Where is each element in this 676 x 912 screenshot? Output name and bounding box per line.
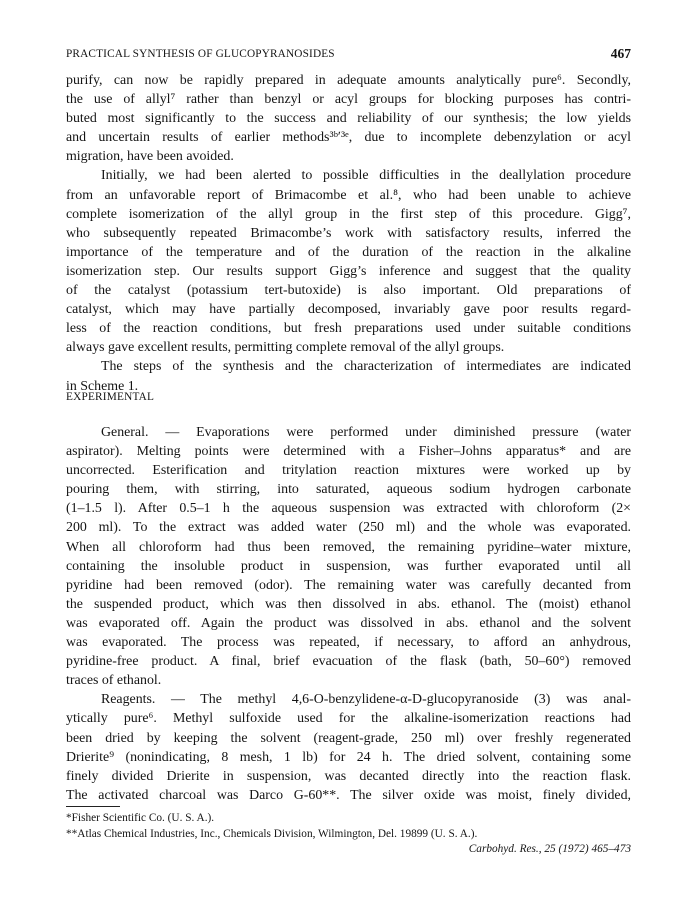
text-line: ytically pure⁶. Methyl sulfoxide used for the alkaline-isomerization reactions had <box>66 711 631 727</box>
text-line: in Scheme 1. <box>66 378 139 394</box>
text-line: traces of ethanol. <box>66 673 162 689</box>
text-line: purify, can now be rapidly prepared in adequate amounts analytically pure⁶. Secondly, <box>66 73 631 88</box>
running-head <box>66 46 631 64</box>
text-line: When all chloroform had thus been removed, the remaining pyridine–water mixture, <box>66 539 631 555</box>
text-line: the use of allyl⁷ rather than benzyl or acyl groups for blocking purposes has contri- <box>66 92 631 108</box>
text-line: was evaporated off. Again the product was dissolved in abs. ethanol and the solvent <box>66 615 631 631</box>
text-line: the suspended product, which was then dissolved in abs. ethanol. The (moist) ethanol <box>66 596 631 612</box>
text-line: buted most significantly to the success and reliability of our synthesis; the low yields <box>66 111 631 127</box>
experimental-body <box>66 423 631 805</box>
text-line: catalyst, which may have partially decomposed, invariably gave poor results regard- <box>66 302 631 318</box>
text-line: 200 ml). To the extract was added water (250 ml) and the whole was evaporated. <box>66 520 631 536</box>
text-line: pyridine-free product. A final, brief evacuation of the flask (bath, 50–60°) removed <box>66 654 631 670</box>
text-line: aspirator). Melting points were determined with a Fisher–Johns apparatus* and are <box>66 444 631 460</box>
text-line: of the catalyst (potassium tert-butoxide) is also important. Old preparations of <box>66 283 631 299</box>
text-line: uncorrected. Esterification and tritylation reaction mixtures were worked up by <box>66 463 631 479</box>
text-line: Reagents. — The methyl 4,6-O-benzylidene-α-D-glucopyranoside (3) was anal- <box>101 692 631 708</box>
page-number: 467 <box>610 46 631 61</box>
text-line: and uncertain results of earlier methods³ᵇʹ³ᵉ, due to incomplete debenzylation or acyl <box>66 130 631 146</box>
text-line: The steps of the synthesis and the characterization of intermediates are indicated <box>101 359 631 375</box>
text-line: General. — Evaporations were performed under diminished pressure (water <box>101 425 631 440</box>
text-line: isomerization step. Our results support Gigg’s inference and suggest that the quality <box>66 263 631 279</box>
text-line: (1–1.5 l). After 0.5–1 h the aqueous suspension was extracted with chloroform (2× <box>66 501 631 517</box>
text-line: who subsequently repeated Brimacombe’s work with satisfactory results, inferred the <box>66 225 631 241</box>
text-line: pouring them, with stirring, into saturated, aqueous sodium hydrogen carbonate <box>66 482 631 498</box>
text-line: complete isomerization of the allyl group in the first step of this procedure. Gigg⁷, <box>66 206 631 222</box>
running-head-title: PRACTICAL SYNTHESIS OF GLUCOPYRANOSIDES <box>66 48 335 60</box>
text-line: less of the reaction conditions, but fresh preparations used under suitable conditions <box>66 321 631 337</box>
text-line: always gave excellent results, permitting complete removal of the allyl groups. <box>66 340 505 356</box>
text-line: from an unfavorable report of Brimacombe et al.⁸, who had been unable to achieve <box>66 187 631 203</box>
footnote: *Fisher Scientific Co. (U. S. A.). <box>66 812 215 824</box>
text-line: been dried by keeping the solvent (reagent-grade, 250 ml) over freshly regenerated <box>66 730 631 746</box>
footnote-rule <box>66 806 120 807</box>
footnote: **Atlas Chemical Industries, Inc., Chemicals Division, Wilmington, Del. 19899 (U. S. A.). <box>66 828 478 840</box>
text-line: pyridine had been removed (odor). The remaining water was carefully decanted from <box>66 577 631 593</box>
text-line: importance of the temperature and of the duration of the reaction in the alkaline <box>66 244 631 260</box>
footnotes <box>66 810 631 842</box>
text-line: Initially, we had been alerted to possible difficulties in the deallylation procedure <box>101 168 631 184</box>
section-heading: EXPERIMENTAL <box>66 391 155 403</box>
text-line: The activated charcoal was Darco G-60**. The silver oxide was moist, finely divided, <box>66 787 631 803</box>
text-line: was evaporated. The process was repeated, if necessary, to afford an anhydrous, <box>66 635 631 651</box>
text-line: Drierite⁹ (nonindicating, 8 mesh, 1 lb) for 24 h. The dried solvent, containing some <box>66 749 631 765</box>
text-line: finely divided Drierite in suspension, was decanted directly into the reaction flask. <box>66 768 631 784</box>
text-line: migration, have been avoided. <box>66 149 234 165</box>
journal-citation: Carbohyd. Res., 25 (1972) 465–473 <box>468 843 631 855</box>
intro-paragraphs <box>66 71 631 396</box>
text-line: containing the insoluble product in suspension, was further evaporated until all <box>66 558 631 574</box>
